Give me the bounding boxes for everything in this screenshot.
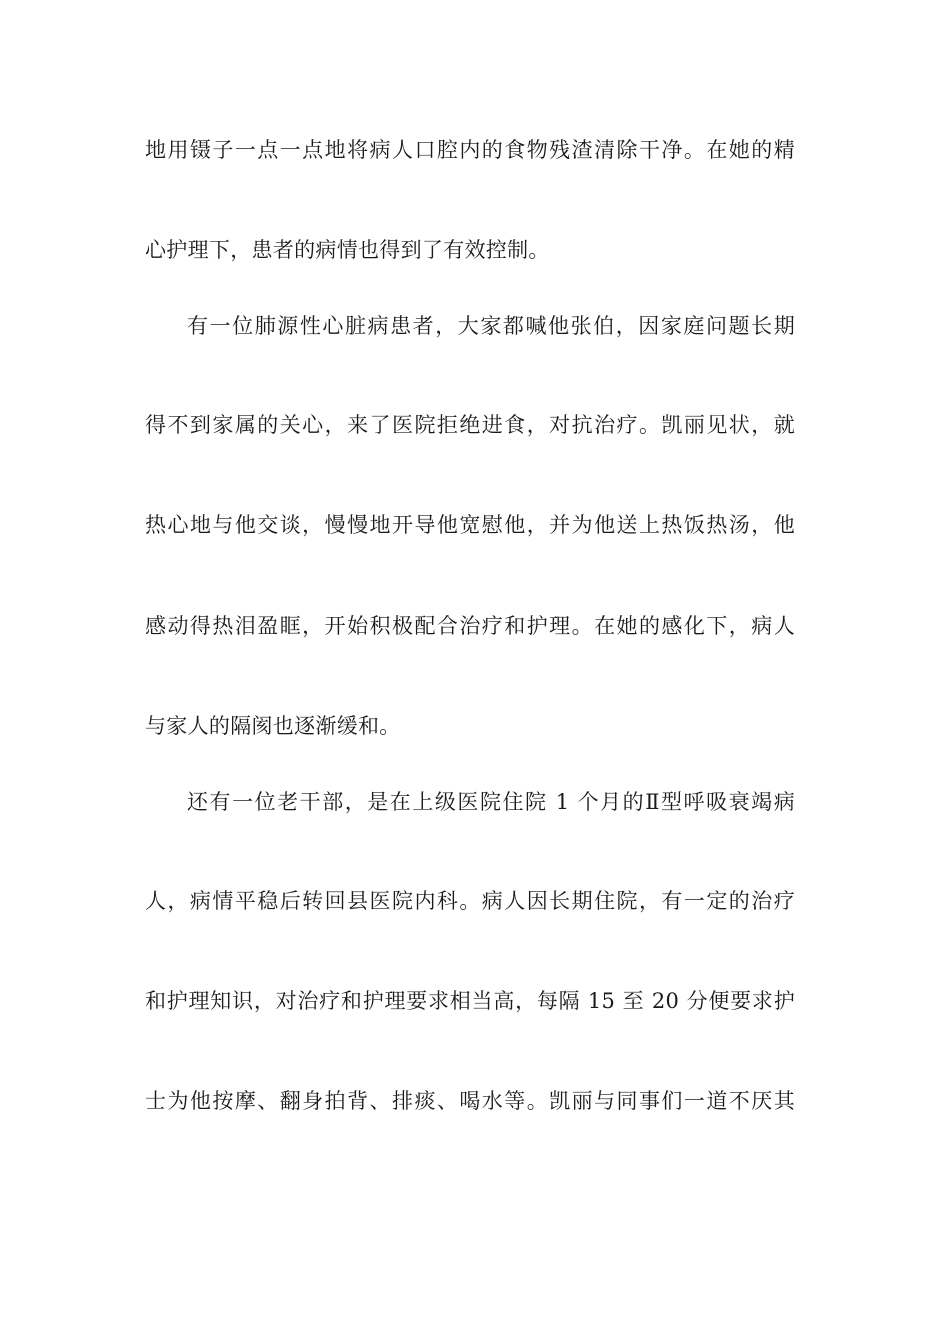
text-line: 士为他按摩、翻身拍背、排痰、喝水等。凯丽与同事们一道不厌其	[145, 1089, 795, 1113]
text-line: 和护理知识，对治疗和护理要求相当高，每隔 15 至 20 分便要求护	[145, 989, 795, 1013]
text-line: 人，病情平稳后转回县医院内科。病人因长期住院，有一定的治疗	[145, 889, 795, 913]
paragraph-start-line: 有一位肺源性心脏病患者，大家都喊他张伯，因家庭问题长期	[187, 314, 795, 338]
text-line: 地用镊子一点一点地将病人口腔内的食物残渣清除干净。在她的精	[145, 138, 795, 162]
text-line: 感动得热泪盈眶，开始积极配合治疗和护理。在她的感化下，病人	[145, 614, 795, 638]
paragraph-start-line: 还有一位老干部，是在上级医院住院 1 个月的Ⅱ型呼吸衰竭病	[187, 790, 795, 814]
text-line: 心护理下，患者的病情也得到了有效控制。	[145, 238, 550, 262]
text-line: 得不到家属的关心，来了医院拒绝进食，对抗治疗。凯丽见状，就	[145, 413, 795, 437]
text-line: 与家人的隔阂也逐渐缓和。	[145, 714, 401, 738]
text-line: 热心地与他交谈，慢慢地开导他宽慰他，并为他送上热饭热汤，他	[145, 513, 795, 537]
